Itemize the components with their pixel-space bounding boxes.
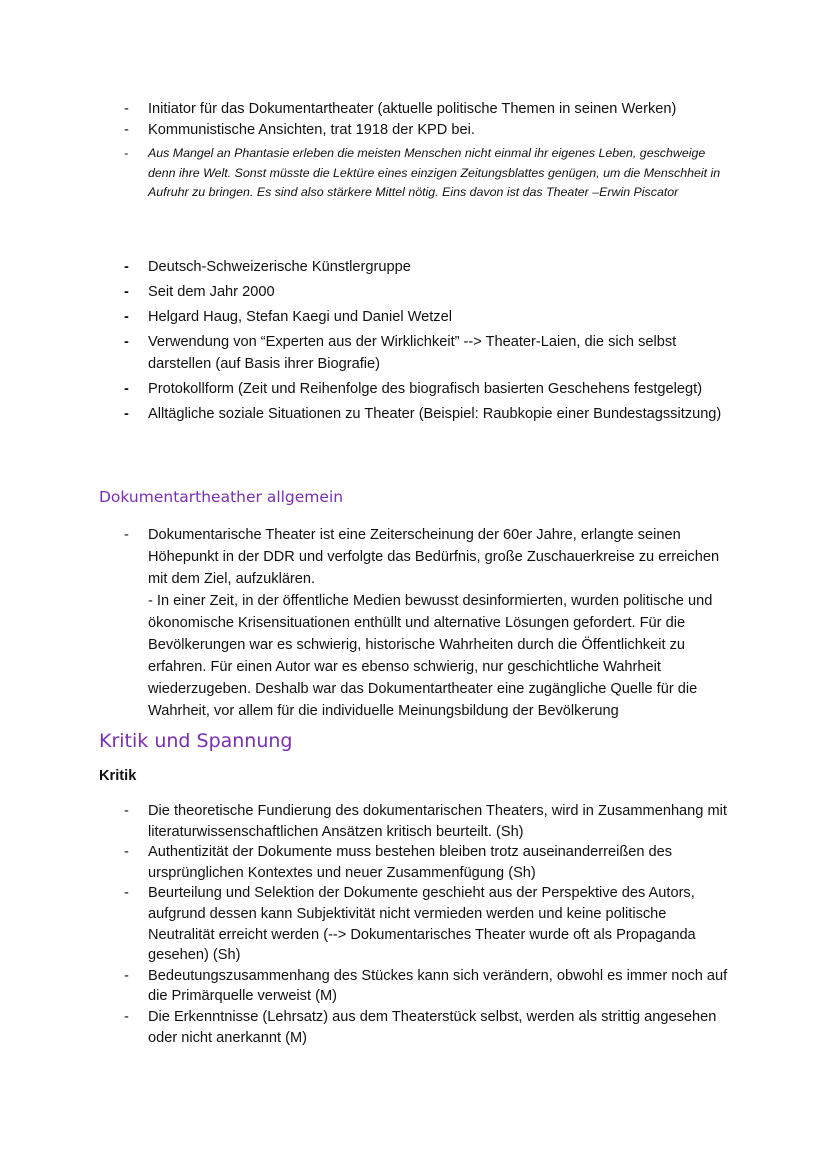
bullet-dash: - xyxy=(124,101,129,117)
list-item: - Seit dem Jahr 2000 xyxy=(0,282,828,304)
bullet-dash: - xyxy=(124,122,129,138)
bullet-dash: - xyxy=(124,967,129,984)
bullet-dash: - xyxy=(124,146,129,160)
list-item: - Die theoretische Fundierung des dokumentarischen Theaters, wird in Zusammenhang mit literaturwissenschaftlichen Ansätzen kritisch beurteilt. (Sh) xyxy=(124,803,727,840)
bullet-dash: - xyxy=(124,527,129,543)
list-item: - Die Erkenntnisse (Lehrsatz) aus dem Theaterstück selbst, werden als strittig angesehen oder nicht anerkannt (M) xyxy=(124,1008,717,1046)
bullet-dash: - xyxy=(124,844,129,861)
list-item: - Verwendung von “Experten aus der Wirklichkeit” --> Theater-Laien, die sich selbst darstellen (auf Basis ihrer Biografie) xyxy=(124,334,677,372)
bullet-dash: - xyxy=(124,284,129,300)
bullet-dash: - xyxy=(124,259,129,275)
kritik-list xyxy=(0,801,828,1048)
paragraph: Dokumentarische Theater ist eine Zeiterscheinung der 60er Jahre, erlangte seinen Höhepunkt in der DDR und verfolgte das Bedürfnis, große Zuschauerkreise zu erreichen mit dem Ziel, aufzuklären. xyxy=(148,527,720,587)
list-item: - Kommunistische Ansichten, trat 1918 der KPD bei. xyxy=(0,120,828,141)
piscator-list xyxy=(0,99,828,203)
piscator-quote: - Aus Mangel an Phantasie erleben die meisten Menschen nicht einmal ihr eigenes Leben, geschweige denn ihre Welt. Sonst müsste die Lektüre eines einzigen Zeitungsblattes genügen, um die Menschheit in Aufruhr zu bringen. Es sind also stärkere Mittel nötig. Eins davon ist das Theater –Erwin Piscator xyxy=(124,146,721,199)
dokumentartheater-list xyxy=(0,524,828,722)
paragraph: - In einer Zeit, in der öffentliche Medien bewusst desinformierten, wurden politische und ökonomische Krisensituationen enthüllt und alternative Lösungen gefordert. Für die Bevölkerungen war es schwierig, historische Wahrheiten durch die Öffentlichkeit zu erfahren. Für einen Autor war es ebenso schwierig, nur geschichtliche Wahrheit wiederzugeben. Deshalb war das Dokumentartheater eine zugängliche Quelle für die Wahrheit, vor allem für die individuelle Meinungsbildung der Bevölkerung xyxy=(148,593,713,719)
list-item: - Authentizität der Dokumente muss bestehen bleiben trotz auseinanderreißen des ursprünglichen Kontextes und neuer Zusammenfügung (Sh) xyxy=(124,844,673,881)
list-item: - Bedeutungszusammenhang des Stückes kann sich verändern, obwohl es immer noch auf die Primärquelle verweist (M) xyxy=(124,967,728,1005)
list-item: - Deutsch-Schweizerische Künstlergruppe xyxy=(0,257,828,279)
list-item: - Beurteilung und Selektion der Dokumente geschieht aus der Perspektive des Autors, aufgrund dessen kann Subjektivität nicht vermieden werden und keine politische Neutralität erreicht werden (--> Dokumentarisches Theater wurde oft als Propaganda gesehen) (Sh) xyxy=(124,885,696,964)
list-item xyxy=(0,524,828,722)
bullet-dash: - xyxy=(124,1008,129,1025)
section-heading-dokumentartheater: Dokumentartheather allgemein xyxy=(99,488,344,506)
bullet-dash: - xyxy=(124,885,129,902)
rimini-protokoll-list xyxy=(0,257,828,429)
subheading-kritik: Kritik xyxy=(99,768,137,784)
section-heading-kritik-und-spannung: Kritik und Spannung xyxy=(99,730,293,752)
bullet-dash: - xyxy=(124,803,129,819)
bullet-dash: - xyxy=(124,405,129,422)
list-item: - Alltägliche soziale Situationen zu Theater (Beispiel: Raubkopie einer Bundestagssitzung) xyxy=(0,404,828,426)
list-item: - Protokollform (Zeit und Reihenfolge des biografisch basierten Geschehens festgelegt) xyxy=(0,379,828,401)
bullet-dash: - xyxy=(124,334,129,350)
list-item: - Initiator für das Dokumentartheater (aktuelle politische Themen in seinen Werken) xyxy=(0,99,828,120)
list-item: - Helgard Haug, Stefan Kaegi und Daniel Wetzel xyxy=(0,307,828,329)
bullet-dash: - xyxy=(124,309,129,325)
bullet-dash: - xyxy=(124,380,129,397)
